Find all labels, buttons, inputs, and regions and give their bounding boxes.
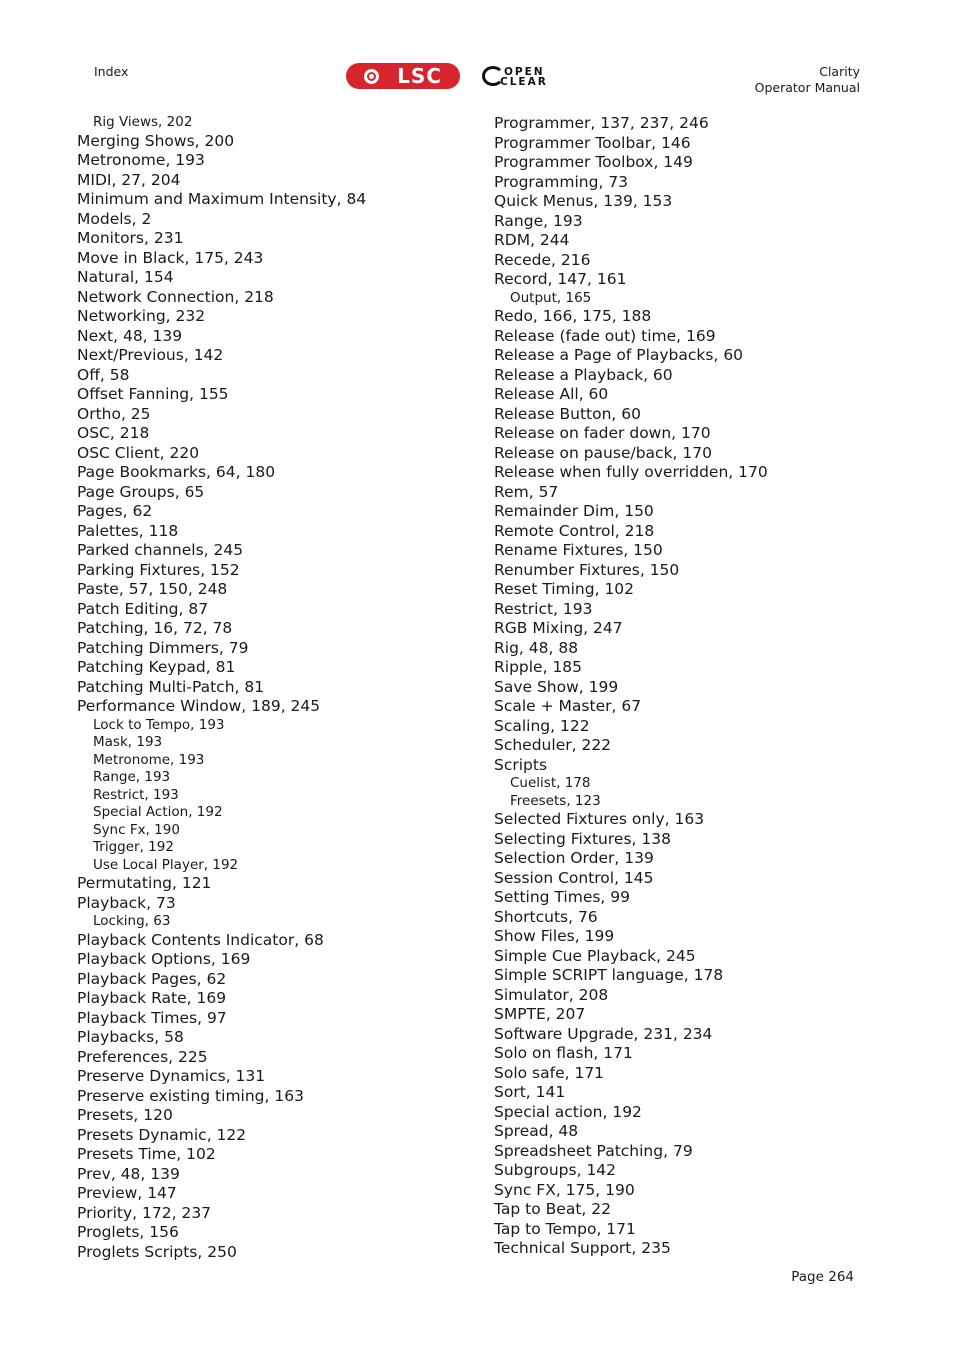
index-entry: Natural, 154 <box>77 268 174 286</box>
index-entry: Release a Page of Playbacks, 60 <box>494 346 744 364</box>
index-entry: Technical Support, 235 <box>494 1239 671 1257</box>
index-entry: Networking, 232 <box>77 307 206 325</box>
index-column-left <box>77 114 366 1262</box>
index-entry: Page Bookmarks, 64, 180 <box>77 463 276 481</box>
index-entry: Selecting Fixtures, 138 <box>494 829 671 848</box>
index-entry: Range, 193 <box>494 211 583 230</box>
index-entry: Patching Dimmers, 79 <box>77 638 249 657</box>
index-entry: Palettes, 118 <box>77 521 179 540</box>
index-entry: Move in Black, 175, 243 <box>77 248 264 267</box>
index-subentry: Cuelist, 178 <box>510 775 591 791</box>
index-entry: Playbacks, 58 <box>77 1028 184 1046</box>
index-entry: Rig, 48, 88 <box>494 638 579 657</box>
index-entry: Rem, 57 <box>494 482 559 501</box>
index-entry: Playback Pages, 62 <box>77 969 227 988</box>
index-entry: Remainder Dim, 150 <box>494 502 654 520</box>
index-entry: Preserve Dynamics, 131 <box>77 1067 266 1085</box>
index-subentry: Lock to Tempo, 193 <box>93 716 225 733</box>
index-entry: Preview, 147 <box>77 1184 177 1202</box>
index-entry: Programmer Toolbar, 146 <box>494 133 691 152</box>
index-entry: OSC, 218 <box>77 424 150 442</box>
index-entry: Playback Options, 169 <box>77 950 251 968</box>
open-clear-logo <box>482 64 578 88</box>
index-subentry: Freesets, 123 <box>510 792 601 809</box>
index-entry: Solo on flash, 171 <box>494 1044 633 1062</box>
index-entry: Preserve existing timing, 163 <box>77 1086 304 1105</box>
index-entry: Restrict, 193 <box>494 599 593 618</box>
lsc-logo-ring-icon <box>364 69 379 84</box>
index-entry: Scripts <box>494 755 548 774</box>
index-entry: Session Control, 145 <box>494 868 654 887</box>
index-entry: Metronome, 193 <box>77 151 205 169</box>
index-entry: Scaling, 122 <box>494 716 590 735</box>
index-entry: Release a Playback, 60 <box>494 365 673 384</box>
index-entry: Patch Editing, 87 <box>77 599 209 618</box>
header-manual: Operator Manual <box>754 80 860 95</box>
index-entry: Patching Multi-Patch, 81 <box>77 677 265 696</box>
index-entry: Show Files, 199 <box>494 927 615 945</box>
index-entry: Simple SCRIPT language, 178 <box>494 966 724 984</box>
header-section-label: Index <box>94 64 129 79</box>
index-entry: Spread, 48 <box>494 1122 579 1140</box>
index-subentry: Metronome, 193 <box>93 751 205 768</box>
index-entry: RDM, 244 <box>494 231 570 249</box>
index-entry: Scheduler, 222 <box>494 736 612 754</box>
index-entry: Playback Times, 97 <box>77 1008 227 1027</box>
index-entry: Special action, 192 <box>494 1102 642 1121</box>
index-entry: Prev, 48, 139 <box>77 1164 180 1183</box>
index-subentry: Output, 165 <box>510 289 592 306</box>
index-entry: Presets, 120 <box>77 1106 173 1124</box>
index-entry: Record, 147, 161 <box>494 270 627 288</box>
index-entry: Page Groups, 65 <box>77 482 205 501</box>
index-entry: Sort, 141 <box>494 1083 566 1101</box>
index-entry: Proglets Scripts, 250 <box>77 1242 237 1261</box>
index-entry: Monitors, 231 <box>77 229 184 247</box>
page-number: Page 264 <box>791 1269 854 1285</box>
index-entry: Release Button, 60 <box>494 404 641 423</box>
index-entry: OSC Client, 220 <box>77 443 200 462</box>
index-entry: Network Connection, 218 <box>77 287 274 306</box>
index-entry: Patching, 16, 72, 78 <box>77 619 233 637</box>
index-entry: Patching Keypad, 81 <box>77 658 236 676</box>
index-entry: Next, 48, 139 <box>77 326 183 345</box>
index-entry: Playback Rate, 169 <box>77 989 227 1007</box>
index-entry: Presets Time, 102 <box>77 1145 216 1163</box>
index-entry: Selected Fixtures only, 163 <box>494 810 705 828</box>
index-entry: RGB Mixing, 247 <box>494 619 623 637</box>
index-entry: Merging Shows, 200 <box>77 131 235 150</box>
index-entry: Release All, 60 <box>494 385 609 403</box>
index-entry: Programming, 73 <box>494 172 629 191</box>
index-entry: Redo, 166, 175, 188 <box>494 307 652 325</box>
index-subentry: Sync Fx, 190 <box>93 821 180 838</box>
index-entry: Parked channels, 245 <box>77 541 244 559</box>
index-subentry: Locking, 63 <box>93 913 171 929</box>
index-entry: MIDI, 27, 204 <box>77 170 181 189</box>
index-entry: Playback Contents Indicator, 68 <box>77 930 324 949</box>
index-entry: Quick Menus, 139, 153 <box>494 192 673 210</box>
index-entry: Release on pause/back, 170 <box>494 443 712 462</box>
index-subentry: Mask, 193 <box>93 734 163 750</box>
index-entry: Shortcuts, 76 <box>494 907 598 926</box>
index-entry: Subgroups, 142 <box>494 1161 617 1179</box>
index-entry: Reset Timing, 102 <box>494 580 635 598</box>
index-entry: Performance Window, 189, 245 <box>77 697 321 715</box>
index-entry: Renumber Fixtures, 150 <box>494 560 680 579</box>
index-entry: Preferences, 225 <box>77 1047 208 1066</box>
index-entry: Release (fade out) time, 169 <box>494 326 716 345</box>
index-column-right <box>494 114 768 1259</box>
header-product: Clarity <box>819 64 860 79</box>
index-entry: Pages, 62 <box>77 502 153 520</box>
index-subentry: Trigger, 192 <box>93 839 174 855</box>
index-entry: Offset Fanning, 155 <box>77 385 229 403</box>
index-entry: Selection Order, 139 <box>494 849 654 867</box>
index-entry: Rename Fixtures, 150 <box>494 541 663 559</box>
index-entry: Programmer, 137, 237, 246 <box>494 114 709 132</box>
index-subentry: Use Local Player, 192 <box>93 856 239 873</box>
index-entry: Models, 2 <box>77 209 152 228</box>
index-entry: Parking Fixtures, 152 <box>77 560 240 579</box>
index-entry: Setting Times, 99 <box>494 888 631 906</box>
index-entry: Save Show, 199 <box>494 677 619 696</box>
index-entry: Playback, 73 <box>77 893 176 912</box>
index-entry: Tap to Beat, 22 <box>494 1200 611 1218</box>
open-clear-logo-line1: OPEN <box>504 66 545 78</box>
index-entry: Paste, 57, 150, 248 <box>77 580 228 598</box>
index-entry: Tap to Tempo, 171 <box>494 1219 636 1238</box>
index-entry: Scale + Master, 67 <box>494 697 642 715</box>
index-entry: SMPTE, 207 <box>494 1005 586 1023</box>
index-entry: Ripple, 185 <box>494 658 583 676</box>
index-subentry: Rig Views, 202 <box>93 114 193 130</box>
index-entry: Release when fully overridden, 170 <box>494 463 768 481</box>
index-entry: Software Upgrade, 231, 234 <box>494 1024 713 1043</box>
index-entry: Next/Previous, 142 <box>77 346 224 364</box>
index-entry: Spreadsheet Patching, 79 <box>494 1141 693 1160</box>
index-entry: Minimum and Maximum Intensity, 84 <box>77 190 367 208</box>
index-entry: Solo safe, 171 <box>494 1063 605 1082</box>
index-entry: Sync FX, 175, 190 <box>494 1180 635 1199</box>
index-entry: Release on fader down, 170 <box>494 424 711 442</box>
index-entry: Off, 58 <box>77 365 130 384</box>
index-entry: Presets Dynamic, 122 <box>77 1125 247 1144</box>
index-subentry: Restrict, 193 <box>93 786 179 803</box>
index-entry: Ortho, 25 <box>77 404 151 423</box>
open-clear-logo-line2: CLEAR <box>500 76 548 88</box>
index-entry: Simple Cue Playback, 245 <box>494 946 696 965</box>
index-entry: Remote Control, 218 <box>494 521 655 540</box>
index-entry: Priority, 172, 237 <box>77 1203 212 1222</box>
index-subentry: Special Action, 192 <box>93 804 223 820</box>
index-entry: Proglets, 156 <box>77 1223 179 1241</box>
index-entry: Recede, 216 <box>494 250 591 269</box>
index-subentry: Range, 193 <box>93 769 171 785</box>
lsc-logo-text: LSC <box>397 64 442 88</box>
index-entry: Permutating, 121 <box>77 874 212 892</box>
lsc-logo <box>346 63 460 89</box>
header-title-block <box>755 64 860 96</box>
index-entry: Programmer Toolbox, 149 <box>494 153 693 171</box>
index-entry: Simulator, 208 <box>494 985 609 1004</box>
